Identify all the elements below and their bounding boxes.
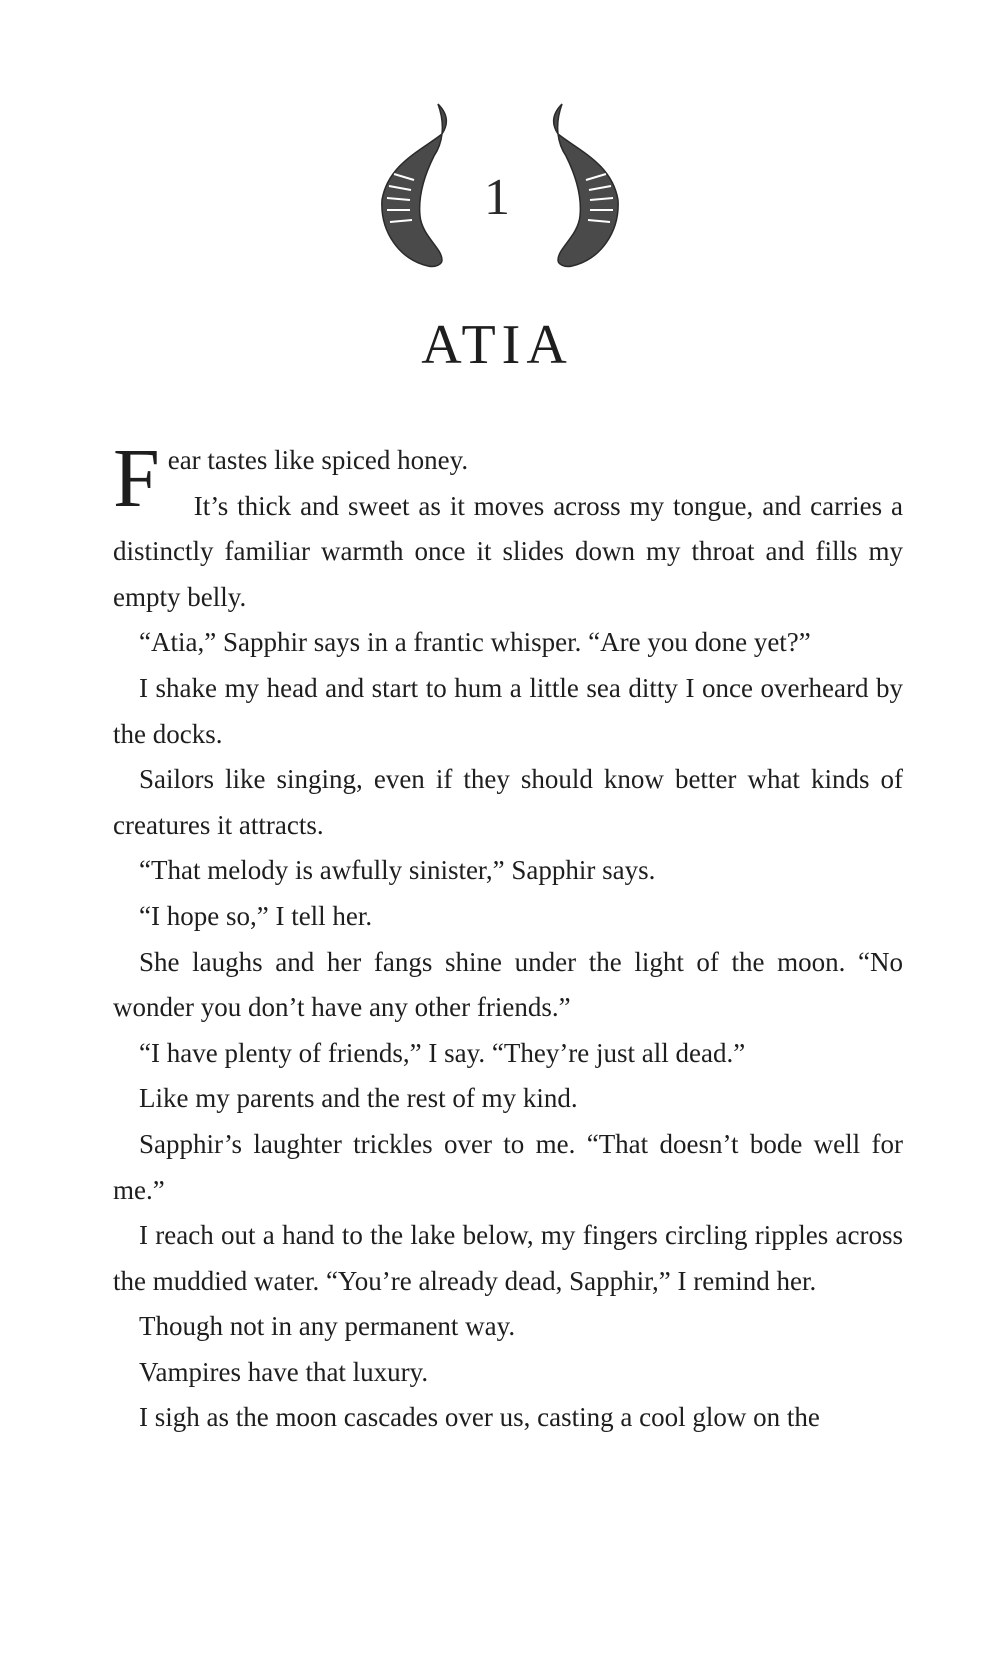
paragraph: Sapphir’s laughter trickles over to me. “That doesn’t bode well for me.” bbox=[113, 1128, 903, 1205]
paragraph: “Atia,” Sapphir says in a frantic whisper. “Are you done yet?” bbox=[139, 627, 811, 658]
paragraph: Like my parents and the rest of my kind. bbox=[139, 1083, 578, 1114]
opening-paragraph bbox=[113, 432, 903, 525]
paragraph: Sailors like singing, even if they should know better what kinds of creatures it attracts. bbox=[113, 764, 903, 840]
paragraph: I shake my head and start to hum a little sea ditty I once overheard by the docks. bbox=[113, 672, 903, 749]
chapter-number: 1 bbox=[484, 169, 510, 226]
paragraph: Though not in any permanent way. bbox=[139, 1311, 516, 1342]
opening-text: ear tastes like spiced honey. bbox=[167, 445, 469, 475]
drop-cap: F bbox=[113, 432, 160, 525]
paragraph: “That melody is awfully sinister,” Sapphir says. bbox=[139, 855, 656, 886]
chapter-title: ATIA bbox=[421, 314, 573, 376]
paragraph: It’s thick and sweet as it moves across my tongue, and carries a distinctly familiar warmth once it slides down my throat and fills my empty belly. bbox=[113, 490, 903, 612]
chapter-body bbox=[113, 432, 903, 1441]
paragraph-last: I sigh as the moon cascades over us, casting a cool glow on the bbox=[139, 1402, 820, 1433]
paragraph: “I have plenty of friends,” I say. “They’re just all dead.” bbox=[139, 1037, 746, 1068]
paragraph: Vampires have that luxury. bbox=[139, 1356, 429, 1387]
paragraph: She laughs and her fangs shine under the light of the moon. “No wonder you don’t have any other friends.” bbox=[113, 946, 903, 1023]
paragraph: “I hope so,” I tell her. bbox=[139, 900, 373, 931]
paragraph: I reach out a hand to the lake below, my fingers circling ripples across the muddied water. “You’re already dead, Sapphir,” I remind her. bbox=[113, 1220, 903, 1296]
